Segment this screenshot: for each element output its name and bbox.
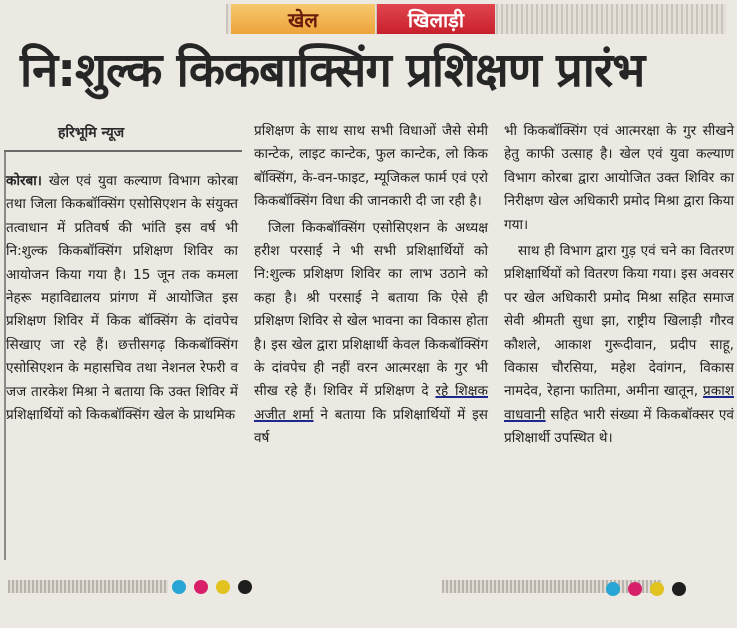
decorative-dot: [172, 580, 186, 594]
underlined-name: प्रकाश वाधवानी: [504, 383, 734, 423]
underlined-name: रहे शिक्षक अजीत शर्मा: [254, 383, 488, 423]
decorative-dot: [628, 582, 642, 596]
byline: हरिभूमि न्यूज: [58, 125, 125, 141]
column-rule: [4, 150, 242, 152]
paragraph-text: सहित भारी संख्या में किकबॉक्सर एवं प्रशिक्षार्थी उपस्थित थे।: [504, 406, 734, 447]
paragraph-text: साथ ही विभाग द्वारा गुड़ एवं चने का वितरण प्रशिक्षार्थियों को वितरण किया गया। इस अवसर पर खेल अधिकारी प्रमोद मिश्रा सहित समाज सेवी श्रीमती सुधा झा, राष्ट्रीय खिलाड़ी गौरव कौशले, आकाश गुरूदीवान, प्रदीप साहू, विकास चौरसिया, महेश देवांगन, विकास नामदेव, रेहाना फातिमा, अमीना खातून,: [504, 243, 734, 400]
article-column-3: [504, 120, 734, 451]
decorative-dot: [672, 582, 686, 596]
paragraph-text: जिला किकबॉक्सिंग एसोसिएशन के अध्यक्ष हरीश परसाई ने भी सभी प्रशिक्षार्थियों को नि:शुल्क प्रशिक्षण शिविर का लाभ उठाने को कहा है। श्री परसाई ने बताया कि ऐसे ही प्रशिक्षण शिविर से खेल भावना का विकास होता है। इस खेल द्वारा प्रशिक्षार्थी केवल किकबॉक्सिंग के दांवपेच ही नहीं वरन आत्मरक्षा के गुर भी सीख रहे हैं। शिविर में प्रशिक्षण दे: [254, 219, 488, 400]
section-tag-khel: खेल: [231, 4, 375, 34]
decorative-dot: [194, 580, 208, 594]
decorative-dot: [216, 580, 230, 594]
headline: नि:शुल्क किकबाक्सिंग प्रशिक्षण प्रारंभ: [20, 43, 645, 98]
decorative-dot: [650, 582, 664, 596]
paragraph-text: ने बताया कि प्रशिक्षार्थियों में इस वर्ष: [254, 406, 488, 447]
decorative-strip: [8, 580, 168, 593]
article-paragraph: भी किकबॉक्सिंग एवं आत्मरक्षा के गुर सीखने हेतु काफी उत्साह है। खेल एवं युवा कल्याण विभाग कोरबा द्वारा आयोजित उक्त शिविर का निरीक्षण खेल अधिकारी प्रमोद मिश्रा द्वारा किया गया।: [504, 123, 734, 233]
article-column-1: [6, 170, 238, 427]
article-column-2: [254, 120, 488, 451]
decorative-dot: [606, 582, 620, 596]
decorative-dot: [238, 580, 252, 594]
article-paragraph: प्रशिक्षण के साथ साथ सभी विधाओं जैसे सेमी कान्टेक, लाइट कान्टेक, फुल कान्टेक, लो किक बॉक्सिंग, के-वन-फाइट, म्यूजिकल फार्म एवं एरो किकबॉक्सिंग विधा की जानकारी दी जा रही है।: [254, 123, 488, 210]
paragraph-text: खेल एवं युवा कल्याण विभाग कोरबा तथा जिला किकबॉक्सिंग एसोसिएशन के संयुक्त तत्वाधान में प्रतिवर्ष की भांति इस वर्ष भी नि:शुल्क किकबॉक्सिंग प्रशिक्षण शिविर का आयोजन किया गया है। 15 जून तक कमला नेहरू महाविद्यालय प्रांगण में आयोजित इस प्रशिक्षण शिविर में किक बॉक्सिंग के दांवपेच सिखाए जा रहे हैं। छत्तीसगढ़ किकबॉक्सिंग एसोसिएशन के महासचिव तथा नेशनल रेफरी व जज तारकेश मिश्रा ने बताया कि उक्त शिविर में प्रशिक्षार्थियों को किकबॉक्सिंग खेल के प्राथमिक: [6, 173, 238, 424]
dateline: कोरबा।: [6, 173, 42, 189]
article-paragraph: [254, 217, 488, 451]
article-paragraph: [504, 240, 734, 451]
section-tag-khiladi: खिलाड़ी: [377, 4, 495, 34]
article-paragraph: [6, 170, 238, 427]
